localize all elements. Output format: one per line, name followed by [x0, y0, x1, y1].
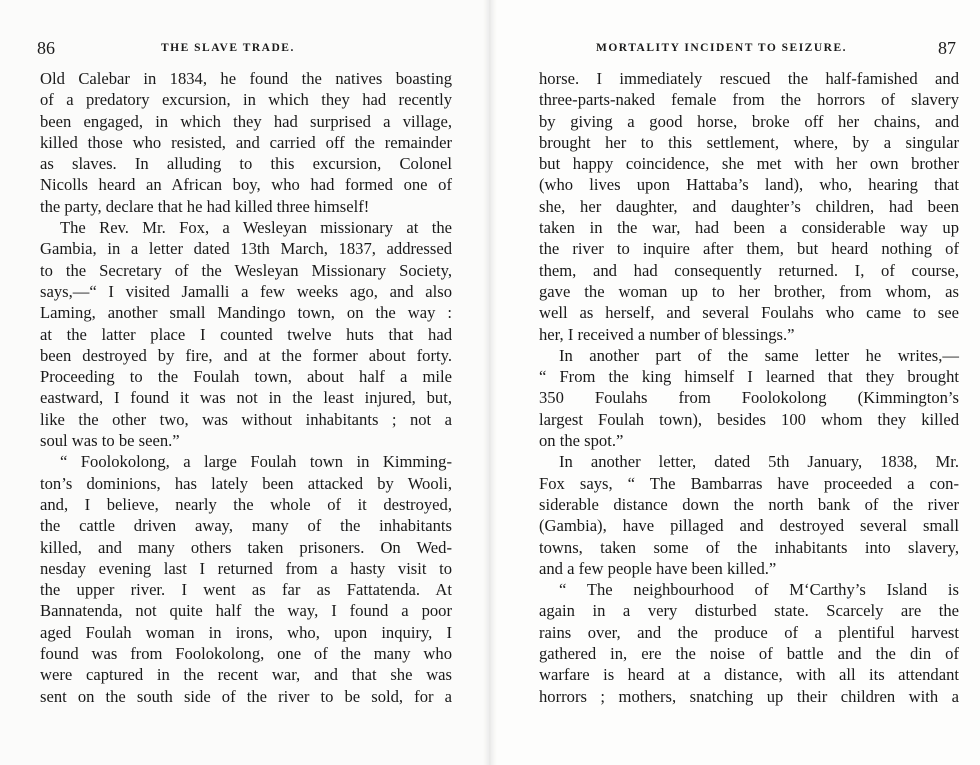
text-line: 350 Foulahs from Foolokolong (Kimmington’s — [539, 388, 959, 408]
text-line: she, her daughter, and daughter’s children, had been — [539, 196, 959, 216]
text-line: Gambia, in a letter dated 13th March, 1837, addressed — [40, 239, 452, 259]
text-line: but happy coincidence, she met with her own brother — [539, 154, 959, 174]
text-line: gave the woman up to her brother, from whom, as — [539, 281, 959, 301]
text-line: them, and had consequently returned. I, of course, — [539, 260, 959, 280]
text-line: largest Foulah town), besides 100 whom they killed — [539, 409, 959, 429]
text-line: Laming, another small Mandingo town, on the way : — [40, 303, 452, 323]
text-line: the party, declare that he had killed three himself! — [40, 196, 370, 216]
text-line: to the Secretary of the Wesleyan Missionary Society, — [40, 260, 452, 280]
text-line: gathered in, ere the noise of battle and the din of — [539, 644, 959, 664]
text-line: Fox says, “ The Bambarras have proceeded a con- — [539, 473, 959, 493]
text-line: Nicolls heard an African boy, who had formed one of — [40, 175, 452, 195]
text-line: killed those who resisted, and carried off the remainder — [40, 132, 452, 152]
text-line: rains over, and the produce of a plentiful harvest — [539, 622, 959, 642]
text-line: as slaves. In alluding to this excursion, Colonel — [40, 154, 452, 174]
right-page — [490, 0, 980, 765]
text-line: like the other two, was without inhabitants ; not a — [40, 409, 452, 429]
text-line: soul was to be seen.” — [40, 431, 180, 451]
text-line: nesday evening last I returned from a hasty visit to — [40, 558, 452, 578]
text-line: (Gambia), have pillaged and destroyed several small — [539, 516, 959, 536]
text-line: killed, and many others taken prisoners. On Wed- — [40, 537, 452, 557]
text-line: by giving a good horse, broke off her chains, and — [539, 111, 959, 131]
text-line: at the latter place I counted twelve huts that had — [40, 324, 452, 344]
right-page-header — [596, 38, 956, 62]
text-line: “ From the king himself I learned that they brought — [539, 367, 959, 387]
book-gutter — [483, 0, 497, 765]
text-line: the upper river. I went as far as Fattatenda. At — [40, 580, 452, 600]
text-line: (who lives upon Hattaba’s land), who, hearing that — [539, 175, 959, 195]
text-line: eastward, I found it was not in the least injured, but, — [40, 388, 452, 408]
text-line: brought her to this settlement, where, by a singular — [539, 132, 959, 152]
text-line: three-parts-naked female from the horrors of slavery — [539, 90, 959, 110]
text-line: ton’s dominions, has lately been attacked by Wooli, — [40, 473, 452, 493]
text-line: found was from Foolokolong, one of the many who — [40, 644, 452, 664]
left-page-text — [40, 68, 452, 707]
text-line: towns, taken some of the inhabitants into slavery, — [539, 537, 959, 557]
text-line: been engaged, in which they had surprised a village, — [40, 111, 452, 131]
text-line: The Rev. Mr. Fox, a Wesleyan missionary at the — [60, 218, 452, 238]
text-line: “ Foolokolong, a large Foulah town in Kimming- — [60, 452, 452, 472]
left-page-header — [37, 38, 447, 62]
text-line: the cattle driven away, many of the inhabitants — [40, 516, 452, 536]
page-number: 86 — [37, 38, 55, 58]
running-title: MORTALITY INCIDENT TO SEIZURE. — [596, 42, 848, 54]
text-line: siderable distance down the north bank of the river — [539, 494, 959, 514]
text-line: aged Foulah woman in irons, who, upon inquiry, I — [40, 622, 452, 642]
text-line: horrors ; mothers, snatching up their children with a — [539, 686, 959, 706]
text-line: again in a very disturbed state. Scarcely are the — [539, 601, 959, 621]
text-line: and a few people have been killed.” — [539, 558, 777, 578]
text-line: her, I received a number of blessings.” — [539, 324, 795, 344]
text-line: Proceeding to the Foulah town, about half a mile — [40, 367, 452, 387]
text-line: In another letter, dated 5th January, 1838, Mr. — [559, 452, 959, 472]
running-title: THE SLAVE TRADE. — [161, 42, 295, 54]
text-line: were captured in the recent war, and that she was — [40, 665, 452, 685]
text-line: and, I believe, nearly the whole of it destroyed, — [40, 494, 452, 514]
text-line: of a predatory excursion, in which they had recently — [40, 90, 452, 110]
text-line: says,—“ I visited Jamalli a few weeks ago, and also — [40, 281, 452, 301]
text-line: Old Calebar in 1834, he found the natives boasting — [40, 69, 452, 88]
text-line: sent on the south side of the river to be sold, for a — [40, 686, 452, 706]
text-line: horse. I immediately rescued the half-famished and — [539, 69, 959, 88]
text-line: Bannatenda, not quite half the way, I found a poor — [40, 601, 452, 621]
text-line: “ The neighbourhood of M‘Carthy’s Island is — [559, 580, 959, 600]
text-line: on the spot.” — [539, 431, 624, 451]
right-page-text — [539, 68, 959, 707]
text-line: the river to inquire after them, but heard nothing of — [539, 239, 959, 259]
text-line: well as herself, and several Foulahs who came to see — [539, 303, 959, 323]
text-line: warfare is heard at a distance, with all its attendant — [539, 665, 959, 685]
text-line: been destroyed by fire, and at the former about forty. — [40, 345, 452, 365]
text-line: taken in the war, had been a considerable way up — [539, 218, 959, 238]
page-number: 87 — [938, 38, 956, 58]
text-line: In another part of the same letter he writes,— — [559, 345, 959, 365]
